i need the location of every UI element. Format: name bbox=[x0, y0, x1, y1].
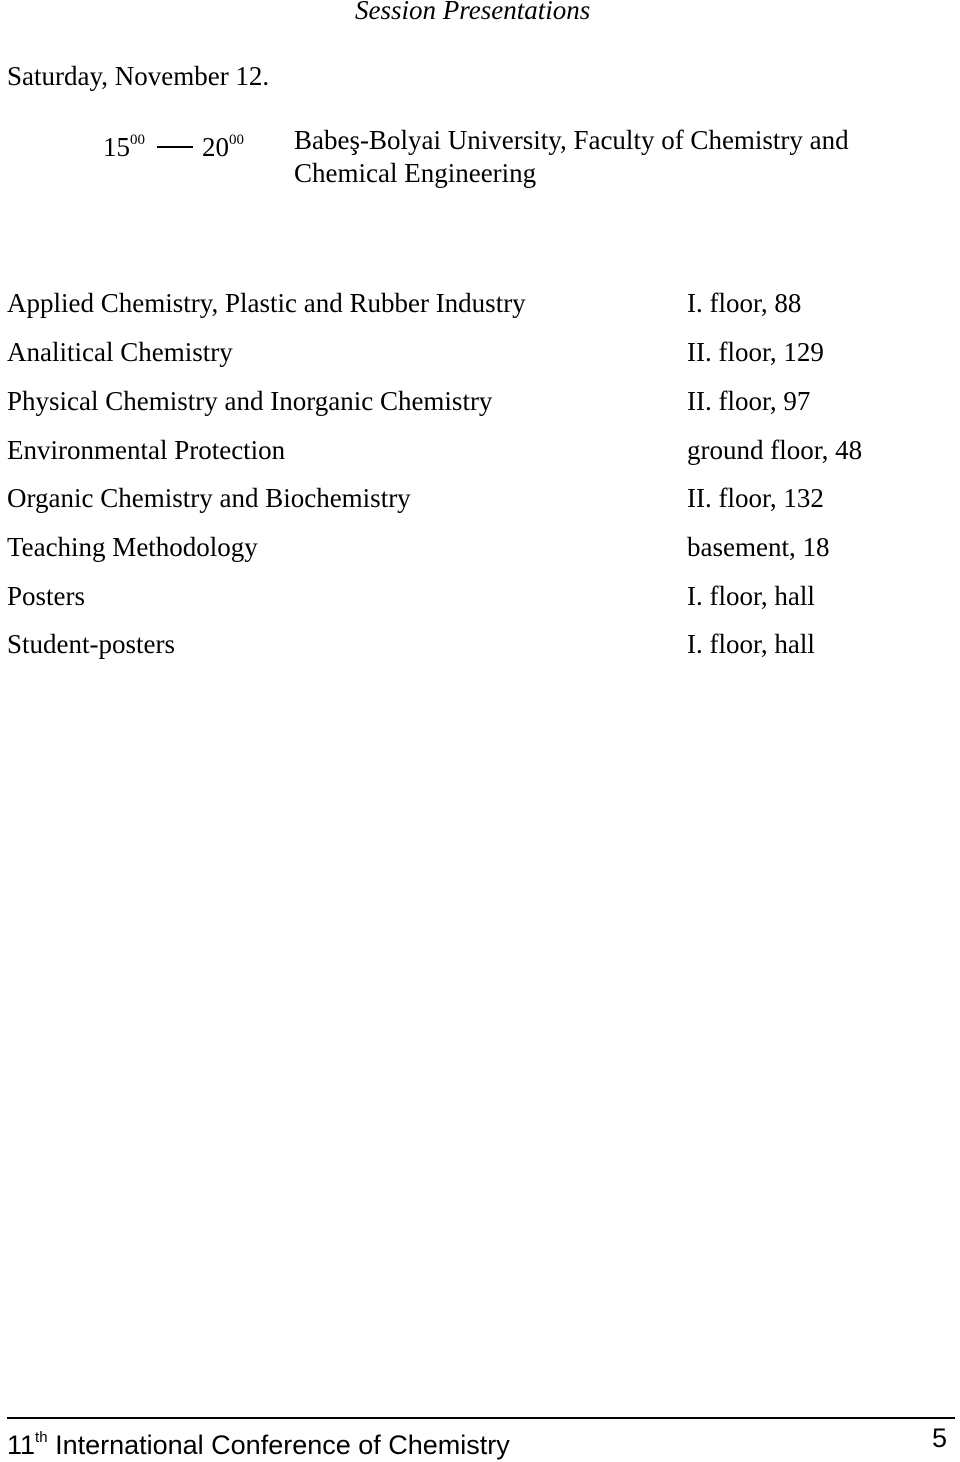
footer-divider bbox=[7, 1417, 955, 1419]
conference-name: International Conference of Chemistry bbox=[55, 1430, 510, 1460]
end-hour: 20 bbox=[202, 132, 229, 162]
page-header-title: Session Presentations bbox=[355, 0, 591, 25]
start-minutes: 00 bbox=[130, 132, 145, 148]
session-room: II. floor, 97 bbox=[687, 386, 811, 416]
session-name: Posters bbox=[7, 581, 86, 611]
page-number: 5 bbox=[931, 1423, 947, 1453]
end-minutes: 00 bbox=[229, 132, 244, 148]
session-room: II. floor, 132 bbox=[687, 483, 824, 513]
conference-number: 11 bbox=[7, 1430, 36, 1460]
session-name: Environmental Protection bbox=[7, 435, 286, 465]
start-hour: 15 bbox=[103, 132, 130, 162]
session-room: I. floor, 88 bbox=[687, 288, 802, 318]
session-room: ground floor, 48 bbox=[687, 435, 863, 465]
session-name: Physical Chemistry and Inorganic Chemistry bbox=[7, 386, 493, 416]
page-footer bbox=[7, 1421, 947, 1460]
session-room: II. floor, 129 bbox=[687, 337, 824, 367]
schedule-date: Saturday, November 12. bbox=[7, 61, 270, 91]
session-row bbox=[0, 336, 960, 376]
session-row bbox=[0, 287, 960, 327]
session-room: I. floor, hall bbox=[687, 629, 815, 659]
session-row bbox=[0, 385, 960, 425]
session-row bbox=[0, 482, 960, 522]
session-name: Applied Chemistry, Plastic and Rubber Industry bbox=[7, 288, 526, 318]
session-row bbox=[0, 531, 960, 571]
session-room: basement, 18 bbox=[687, 532, 830, 562]
conference-ordinal: th bbox=[35, 1429, 48, 1446]
session-row bbox=[0, 434, 960, 474]
schedule-venue: Babeş-Bolyai University, Faculty of Chemistry and Chemical Engineering bbox=[294, 125, 849, 188]
session-row bbox=[0, 628, 960, 668]
session-name: Student-posters bbox=[7, 629, 175, 659]
schedule-time-range bbox=[103, 124, 244, 163]
session-row bbox=[0, 580, 960, 620]
session-name: Organic Chemistry and Biochemistry bbox=[7, 483, 411, 513]
session-room: I. floor, hall bbox=[687, 581, 815, 611]
session-name: Analitical Chemistry bbox=[7, 337, 233, 367]
time-dash bbox=[157, 146, 193, 148]
session-name: Teaching Methodology bbox=[7, 532, 258, 562]
